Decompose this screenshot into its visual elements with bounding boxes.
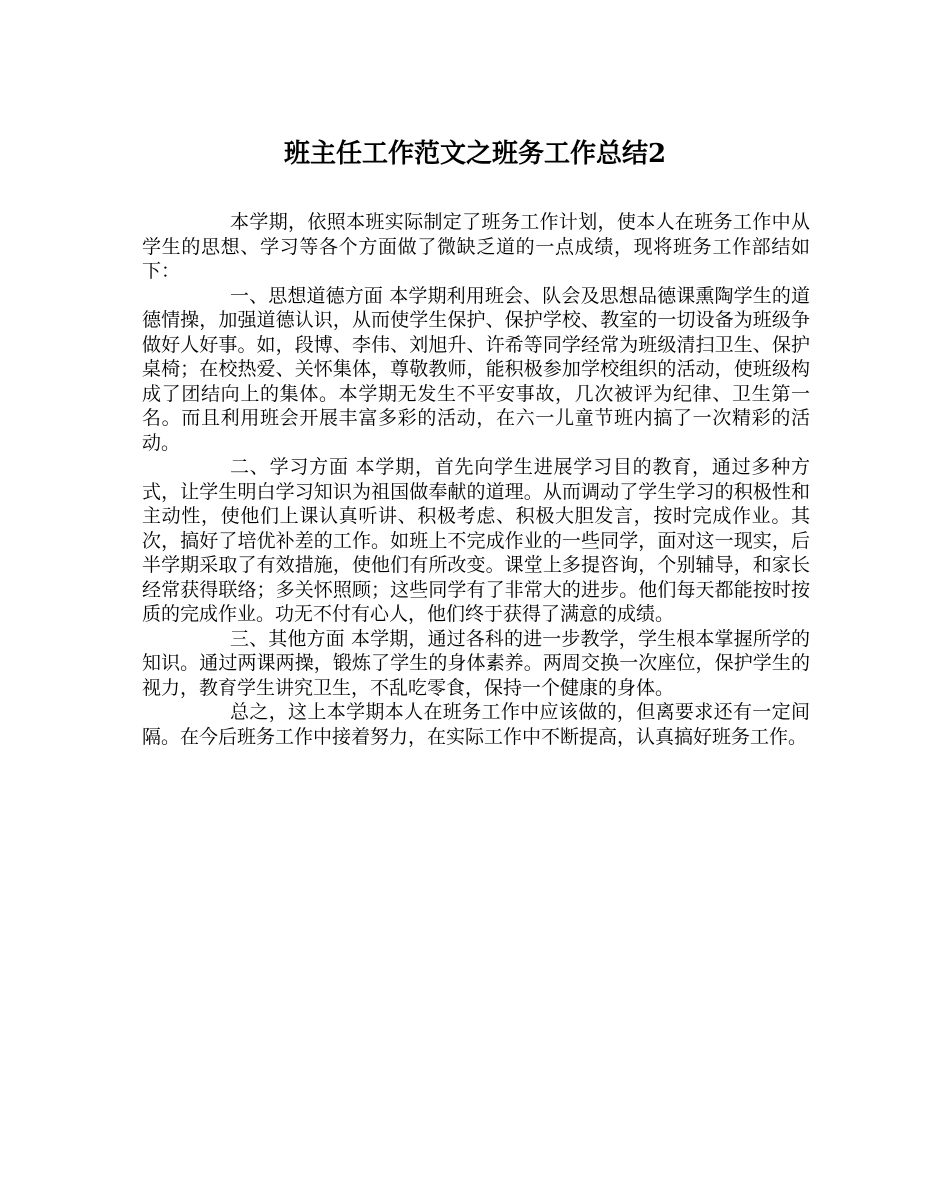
paragraph-other: 三、其他方面 本学期，通过各科的进一步教学，学生根本掌握所学的知识。通过两课两操，锻炼了学生的身体素养。两周交换一次座位，保护学生的视力，教育学生讲究卫生，不乱吃零食，保持一个健康的身体。 xyxy=(142,627,810,699)
document-title: 班主任工作范文之班务工作总结2 xyxy=(283,139,667,169)
paragraph-conclusion: 总之，这上本学期本人在班务工作中应该做的，但离要求还有一定间隔。在今后班务工作中接着努力，在实际工作中不断提高，认真搞好班务工作。 xyxy=(142,701,810,748)
document-body xyxy=(142,210,810,749)
paragraph-intro: 本学期，依照本班实际制定了班务工作计划，使本人在班务工作中从学生的思想、学习等各个方面做了微缺乏道的一点成绩，现将班务工作部结如下： xyxy=(142,211,810,282)
paragraph-moral-education: 一、思想道德方面 本学期利用班会、队会及思想品德课熏陶学生的道德情操，加强道德认识，从而使学生保护、保护学校、教室的一切设备为班级争做好人好事。如，段博、李伟、刘旭升、许希等同学经常为班级清扫卫生、保护桌椅；在校热爱、关怀集体，尊敬教师，能积极参加学校组织的活动，使班级构成了团结向上的集体。本学期无发生不平安事故，几次被评为纪律、卫生第一名。而且利用班会开展丰富多彩的活动，在六一儿童节班内搞了一次精彩的活动。 xyxy=(142,284,810,454)
paragraph-study: 二、学习方面 本学期，首先向学生进展学习目的教育，通过多种方式，让学生明白学习知识为祖国做奉献的道理。从而调动了学生学习的积极性和主动性，使他们上课认真听讲、积极考虑、积极大胆发言，按时完成作业。其次，搞好了培优补差的工作。如班上不完成作业的一些同学，面对这一现实，后半学期采取了有效措施，使他们有所改变。课堂上多提咨询，个别辅导，和家长经常获得联络；多关怀照顾；这些同学有了非常大的进步。他们每天都能按时按质的完成作业。功无不付有心人，他们终于获得了满意的成绩。 xyxy=(142,456,810,625)
